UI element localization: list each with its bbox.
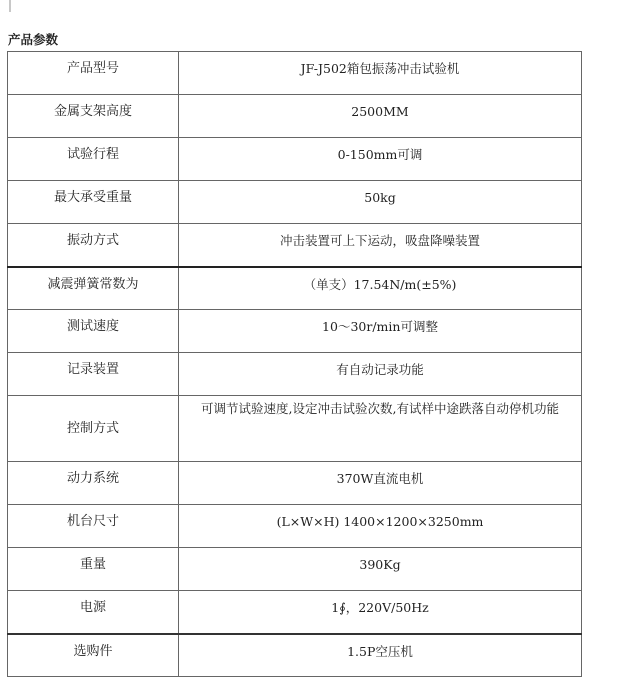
param-value: 390Kg <box>179 548 582 591</box>
left-divider-line <box>9 0 11 12</box>
param-label: 记录装置 <box>8 353 179 396</box>
table-row <box>8 224 582 267</box>
param-value: 50kg <box>179 181 582 224</box>
table-row <box>8 310 582 353</box>
product-params-table <box>7 51 582 677</box>
table-row <box>8 267 582 310</box>
param-value: 有自动记录功能 <box>179 353 582 396</box>
param-label: 试验行程 <box>8 138 179 181</box>
param-label: 测试速度 <box>8 310 179 353</box>
param-label: 最大承受重量 <box>8 181 179 224</box>
param-label: 重量 <box>8 548 179 591</box>
param-label: 产品型号 <box>8 52 179 95</box>
param-value: JF-J502箱包振荡冲击试验机 <box>179 52 582 95</box>
param-label: 控制方式 <box>8 396 179 462</box>
param-label: 金属支架高度 <box>8 95 179 138</box>
table-row <box>8 353 582 396</box>
param-label: 振动方式 <box>8 224 179 267</box>
param-value: 可调节试验速度,设定冲击试验次数,有试样中途跌落自动停机功能 <box>179 396 582 462</box>
param-value: 2500MM <box>179 95 582 138</box>
param-value: 0-150mm可调 <box>179 138 582 181</box>
table-row <box>8 95 582 138</box>
param-value: 冲击装置可上下运动，吸盘降噪装置 <box>179 224 582 267</box>
param-value: 370W直流电机 <box>179 462 582 505</box>
param-label: 动力系统 <box>8 462 179 505</box>
param-label: 机台尺寸 <box>8 505 179 548</box>
table-row <box>8 634 582 677</box>
param-value: 10～30r/min可调整 <box>179 310 582 353</box>
param-label: 电源 <box>8 591 179 634</box>
param-value: （单支）17.54N/m(±5%) <box>179 267 582 310</box>
param-value: (L×W×H) 1400×1200×3250mm <box>179 505 582 548</box>
section-title: 产品参数 <box>8 32 59 47</box>
param-value: 1.5P空压机 <box>179 634 582 677</box>
table-row <box>8 591 582 634</box>
param-label: 减震弹簧常数为 <box>8 267 179 310</box>
param-label: 选购件 <box>8 634 179 677</box>
table-row <box>8 462 582 505</box>
param-value: 1∮，220V/50Hz <box>179 591 582 634</box>
table-row <box>8 548 582 591</box>
table-row <box>8 505 582 548</box>
table-row <box>8 396 582 462</box>
table-row <box>8 181 582 224</box>
table-row <box>8 138 582 181</box>
table-row <box>8 52 582 95</box>
